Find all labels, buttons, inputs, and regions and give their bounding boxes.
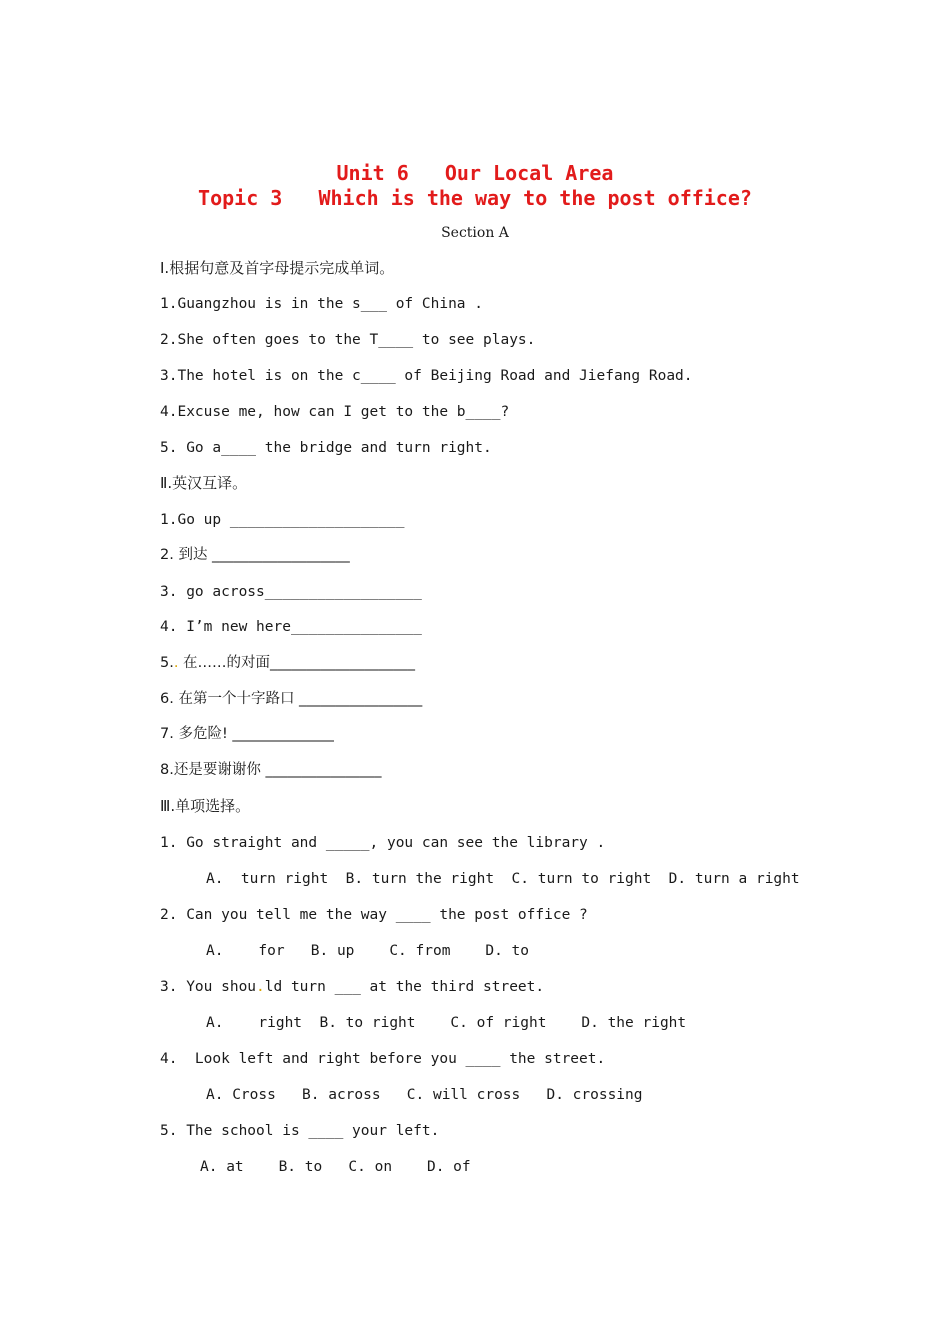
question-options: A. at B. to C. on D. of: [200, 1159, 471, 1175]
question-options: A. turn right B. turn the right C. turn to right D. turn a right: [206, 871, 800, 887]
part2-item: 1.Go up ____________________: [160, 512, 405, 528]
part2-item: 8.还是要谢谢你 ________________: [160, 762, 382, 778]
part1-item: 3.The hotel is on the c____ of Beijing Road and Jiefang Road.: [160, 368, 693, 384]
section-label: Section A: [441, 225, 509, 241]
question3-text-start: 3. You shou: [160, 979, 257, 995]
question: 2. Can you tell me the way ____ the post office ?: [160, 907, 588, 923]
part2-item: 7. 多危险! ______________: [160, 726, 334, 742]
part1-item: 2.She often goes to the T____ to see plays.: [160, 332, 536, 348]
part2-item: 6. 在第一个十字路口 _________________: [160, 691, 423, 707]
part1-item: 5. Go a____ the bridge and turn right.: [160, 440, 492, 456]
part2-item5-text: 在……的对面____________________: [178, 655, 416, 671]
part1-item: 1.Guangzhou is in the s___ of China .: [160, 296, 484, 312]
part2-item5-number: 5.: [160, 655, 174, 671]
stray-mark: .: [256, 979, 265, 995]
part1-item: 4.Excuse me, how can I get to the b____?: [160, 404, 510, 420]
question-options: A. Cross B. across C. will cross D. crossing: [206, 1087, 643, 1103]
part2-item: [160, 653, 415, 673]
part3-heading: Ⅲ.单项选择。: [160, 797, 251, 815]
part1-heading: Ⅰ.根据句意及首字母提示完成单词。: [160, 259, 395, 277]
question: 1. Go straight and _____, you can see the library .: [160, 835, 606, 851]
part2-item: 4. I’m new here_______________: [160, 619, 422, 635]
question: [160, 977, 544, 997]
part2-item: 2. 到达 ___________________: [160, 547, 350, 563]
question: 5. The school is ____ your left.: [160, 1123, 440, 1139]
question: 4. Look left and right before you ____ the street.: [160, 1051, 606, 1067]
stray-mark: .: [173, 655, 179, 671]
part2-heading: Ⅱ.英汉互译。: [160, 474, 248, 492]
topic-title: Topic 3 Which is the way to the post office?: [198, 186, 752, 210]
question-options: A. right B. to right C. of right D. the right: [206, 1015, 687, 1031]
question-options: A. for B. up C. from D. to: [206, 943, 530, 959]
question3-text-end: ld turn ___ at the third street.: [264, 979, 545, 995]
part2-item: 3. go across__________________: [160, 584, 422, 600]
unit-title: Unit 6 Our Local Area: [336, 161, 614, 185]
